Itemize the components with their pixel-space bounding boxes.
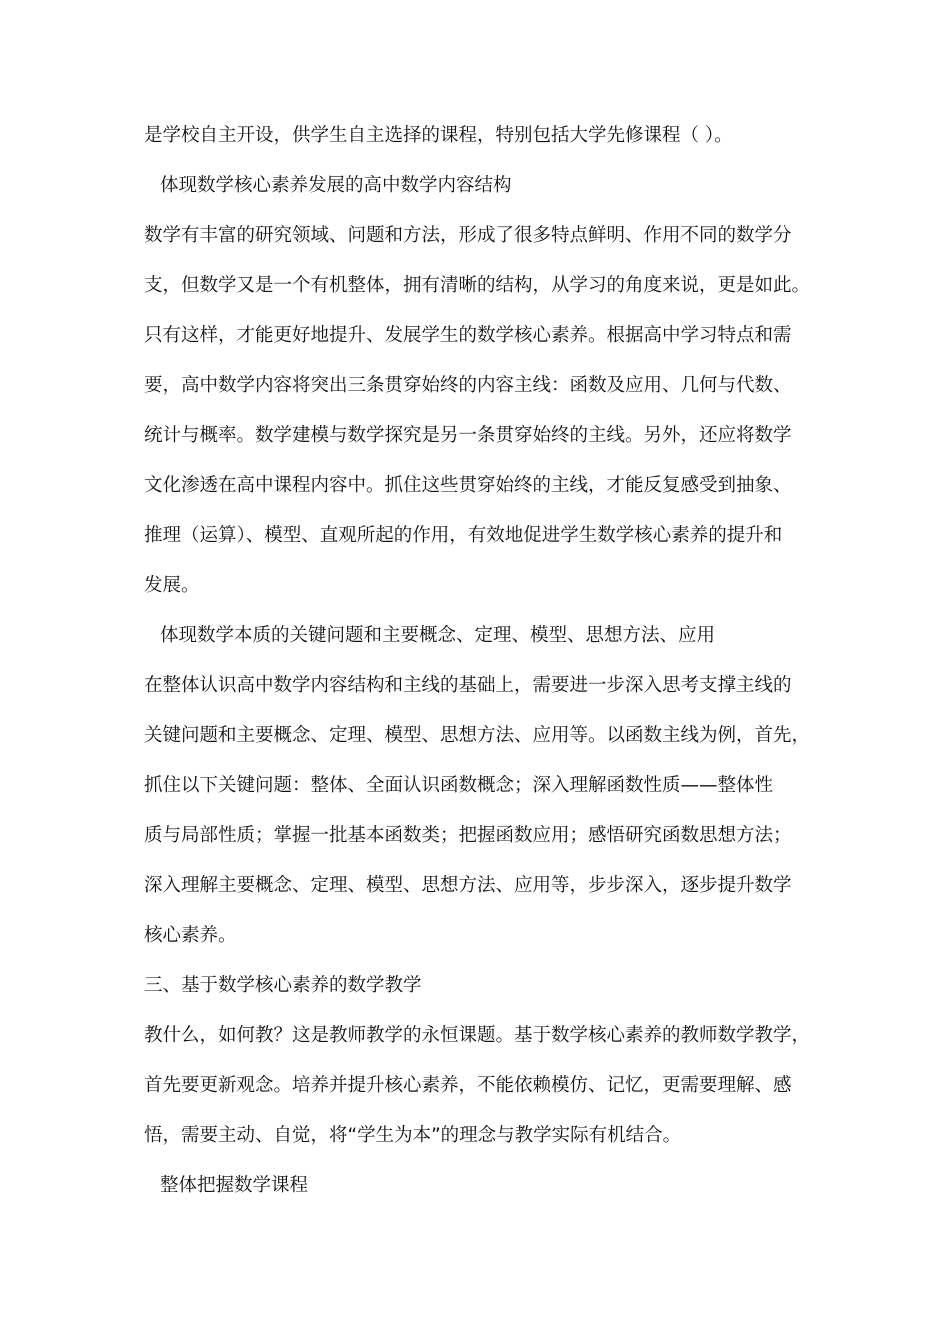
paragraph-line: 质与局部性质；掌握一批基本函数类；把握函数应用；感悟研究函数思想方法；: [144, 825, 792, 846]
paragraph-line: 首先要更新观念。培养并提升核心素养，不能依赖模仿、记忆，更需要理解、感: [144, 1075, 792, 1096]
paragraph-line: 推理（运算）、模型、直观所起的作用，有效地促进学生数学核心素养的提升和: [144, 525, 783, 546]
paragraph-line: 核心素养。: [144, 925, 237, 946]
paragraph-line: 抓住以下关键问题：整体、全面认识函数概念；深入理解函数性质——整体性: [144, 775, 774, 796]
paragraph-line: 关键问题和主要概念、定理、模型、思想方法、应用等。以函数主线为例，首先，: [144, 725, 811, 746]
section-heading: 体现数学核心素养发展的高中数学内容结构: [160, 175, 512, 196]
section-heading: 整体把握数学课程: [160, 1175, 309, 1196]
section-heading: 三、基于数学核心素养的数学教学: [144, 975, 422, 996]
paragraph-line: 只有这样，才能更好地提升、发展学生的数学核心素养。根据高中学习特点和需: [144, 325, 792, 346]
paragraph-line: 在整体认识高中数学内容结构和主线的基础上，需要进一步深入思考支撑主线的: [144, 675, 792, 696]
paragraph-line: 教什么，如何教？这是教师教学的永恒课题。基于数学核心素养的教师数学教学，: [144, 1025, 811, 1046]
paragraph-line: 文化渗透在高中课程内容中。抓住这些贯穿始终的主线，才能反复感受到抽象、: [144, 475, 792, 496]
paragraph-line: 深入理解主要概念、定理、模型、思想方法、应用等，步步深入，逐步提升数学: [144, 875, 792, 896]
paragraph-line: 数学有丰富的研究领域、问题和方法，形成了很多特点鲜明、作用不同的数学分: [144, 225, 792, 246]
paragraph-line: 统计与概率。数学建模与数学探究是另一条贯穿始终的主线。另外，还应将数学: [144, 425, 792, 446]
paragraph-line: 悟，需要主动、自觉，将“学生为本”的理念与教学实际有机结合。: [144, 1125, 682, 1146]
section-heading: 体现数学本质的关键问题和主要概念、定理、模型、思想方法、应用: [160, 625, 716, 646]
paragraph-line: 要，高中数学内容将突出三条贯穿始终的内容主线：函数及应用、几何与代数、: [144, 375, 792, 396]
paragraph-line: 发展。: [144, 575, 200, 596]
paragraph-line: 支，但数学又是一个有机整体，拥有清晰的结构，从学习的角度来说，更是如此。: [144, 275, 811, 296]
paragraph-line: 是学校自主开设，供学生自主选择的课程，特别包括大学先修课程（ ）。: [144, 125, 733, 146]
